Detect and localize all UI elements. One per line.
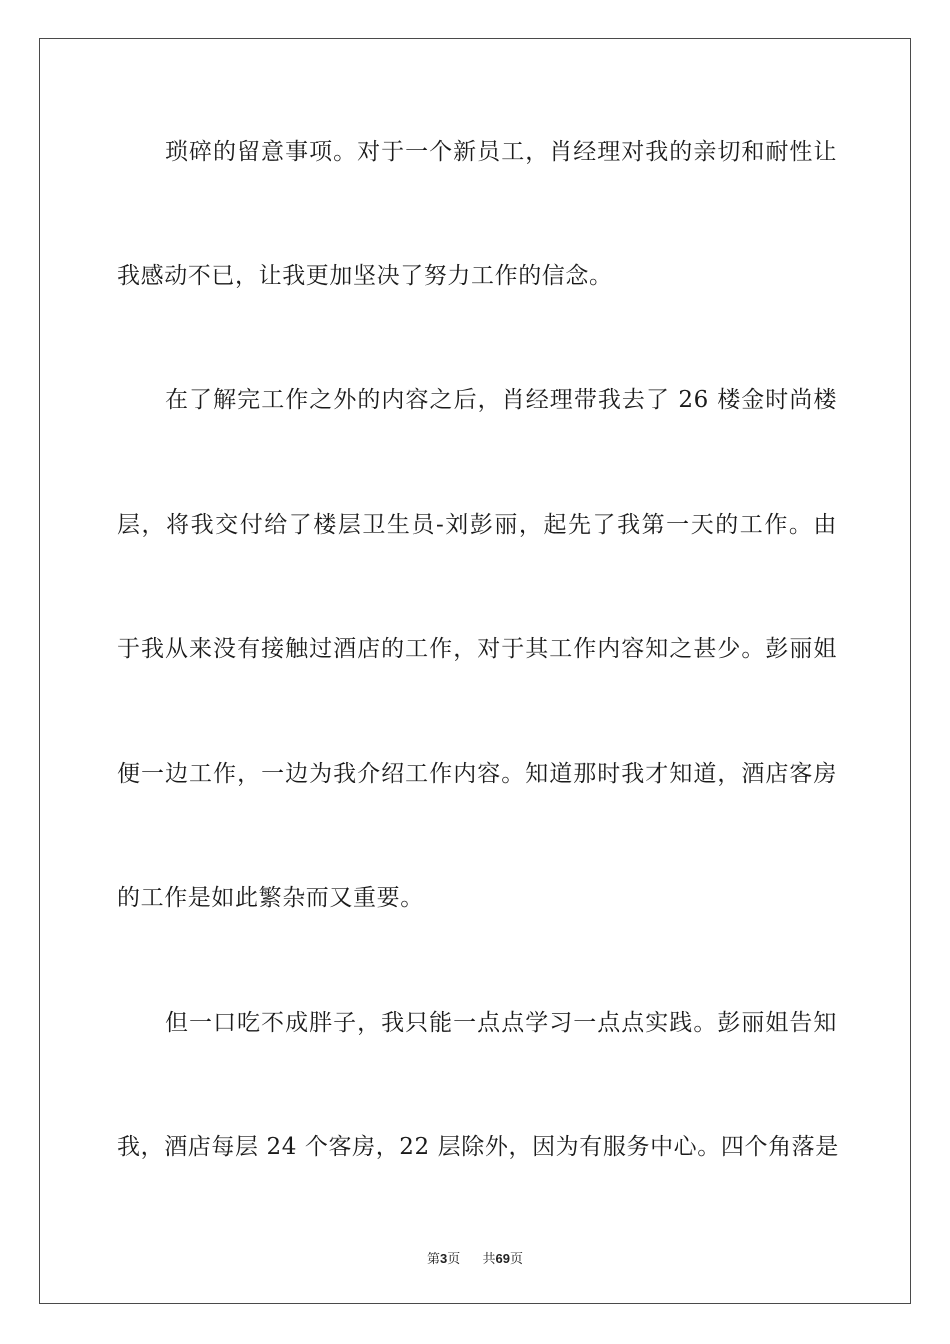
page-number-label xyxy=(427,1248,460,1267)
total-pages-label xyxy=(483,1248,524,1267)
paragraph-line: 便一边工作，一边为我介绍工作内容。知道那时我才知道，酒店客房 xyxy=(117,761,837,787)
paragraph-line: 于我从来没有接触过酒店的工作，对于其工作内容知之甚少。彭丽姐 xyxy=(117,636,837,662)
page-number: 3 xyxy=(439,1251,448,1266)
paragraph-line: 的工作是如此繁杂而又重要。 xyxy=(117,885,424,911)
total-suffix: 页 xyxy=(510,1252,524,1267)
paragraph-line: 琐碎的留意事项。对于一个新员工，肖经理对我的亲切和耐性让 xyxy=(165,139,837,165)
page-suffix: 页 xyxy=(447,1252,461,1267)
paragraph-line: 但一口吃不成胖子，我只能一点点学习一点点实践。彭丽姐告知 xyxy=(165,1010,837,1036)
page-border xyxy=(39,38,911,1304)
paragraph-line: 在了解完工作之外的内容之后，肖经理带我去了 26 楼金时尚楼 xyxy=(165,387,837,413)
page-prefix: 第 xyxy=(426,1252,440,1267)
paragraph-line: 我感动不已，让我更加坚决了努力工作的信念。 xyxy=(117,263,613,289)
total-prefix: 共 xyxy=(482,1252,496,1267)
page-footer xyxy=(0,1248,950,1267)
paragraph-line: 层，将我交付给了楼层卫生员-刘彭丽，起先了我第一天的工作。由 xyxy=(117,512,837,538)
total-pages: 69 xyxy=(495,1251,510,1266)
paragraph-line: 我，酒店每层 24 个客房，22 层除外，因为有服务中心。四个角落是 xyxy=(117,1134,839,1160)
